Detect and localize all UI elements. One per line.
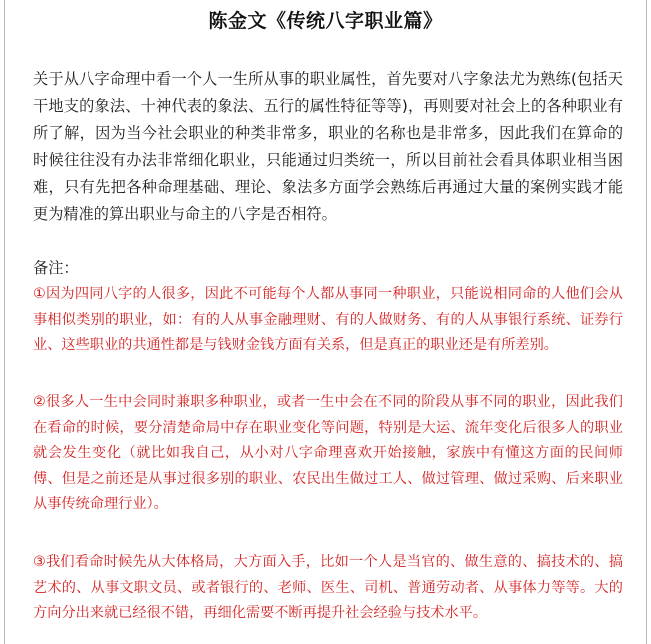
page-left-border (4, 0, 5, 644)
note-paragraph-1: ①因为四同八字的人很多，因此不可能每个人都从事同一种职业，只能说相同命的人他们会从事相似类别的职业，如：有的人从事金融理财、有的人做财务、有的人从事银行系统、证券行业、这些职业的共通性都是与钱财金钱方面有关系，但是真正的职业还是有所差别。 (33, 286, 623, 353)
intro-paragraph: 关于从八字命理中看一个人一生所从事的职业属性，首先要对八字象法尤为熟练(包括天干地支的象法、十神代表的象法、五行的属性特征等等)，再则要对社会上的各种职业有所了解，因为当今社会职业的种类非常多，职业的名称也是非常多，因此我们在算命的时候往往没有办法非常细化职业，只能通过归类统一，所以目前社会看具体职业相当困难，只有先把各种命理基础、理论、象法多方面学会熟练后再通过大量的案例实践才能更为精准的算出职业与命主的八字是否相符。 (33, 70, 623, 223)
note-paragraph-3: ③我们看命时候先从大体格局，大方面入手，比如一个人是当官的、做生意的、搞技术的、搞艺术的、从事文职文员、或者银行的、老师、医生、司机、普通劳动者、从事体力等等。大的方向分出来就已经很不错，再细化需要不断再提升社会经验与技术水平。 (33, 554, 623, 621)
note-paragraph-2: ②很多人一生中会同时兼职多种职业，或者一生中会在不同的阶段从事不同的职业，因此我们在看命的时候，要分清楚命局中存在职业变化等问题，特别是大运、流年变化后很多人的职业就会发生变化（就比如我自己，从小对八字命理喜欢开始接触，家族中有懂这方面的民间师傅、但是之前还是从事过很多别的职业、农民出生做过工人、做过管理、做过采购、后来职业从事传统命理行业）。 (33, 394, 623, 512)
page-right-border (646, 0, 647, 644)
document-title: 陈金文《传统八字职业篇》 (208, 10, 443, 32)
note-label: 备注： (33, 259, 79, 277)
